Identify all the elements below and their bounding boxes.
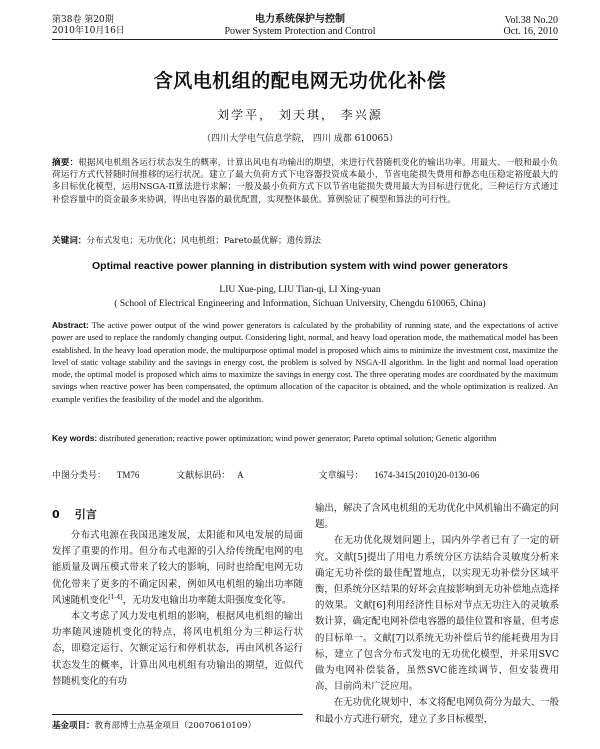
keywords-en-text: distributed generation; reactive power optimization; wind power generator; Pareto optimal solution; Genetic algorithm	[99, 434, 497, 443]
keywords-cn-text: 分布式发电；无功优化；风电机组；Pareto最优解；遗传算法	[86, 236, 321, 246]
header-date-en: Oct. 16, 2010	[503, 26, 558, 37]
abstract-en-text: The active power output of the wind power generators is calculated by the probability of running state, and the expectations of active power are used to replace the randomly changing output. Considering light, normal, and heavy load operation mode, the mathematical model has been established. In the heavy load operation mode, the multipurpose optimal model is proposed which aims to minimize the investment cost, maximize the level of static voltage stability and the savings in energy cost, the problem is solved by NSGA-II algorithm. In the light and normal load operation mode, the optimal model is proposed which aims to maximize the savings in energy cost. The three operating modes are coordinated by the maximum savings when reactive power has been compensated, the optimum allocation of the capacitor is obtained, and the whole optimization is realized. An example verifies the feasibility of the model and the algorithm.	[52, 321, 558, 404]
keywords-en	[52, 432, 558, 445]
doc-code-value: A	[237, 470, 244, 480]
header-journal-cn: 电力系统保护与控制	[255, 14, 345, 25]
article-number-value: 1674-3415(2010)20-0130-06	[374, 470, 480, 480]
keywords-en-label: Key words:	[52, 433, 98, 443]
page-title: 含风电机组的配电网无功优化补偿	[153, 70, 447, 92]
abstract-cn-text: 根据风电机组各运行状态发生的概率，计算出风电有功输出的期望，来进行代替随机变化的输出功率。用最大、一般和最小负荷运行方式代替随时间推移的运行状况。建立了最大负荷方式下电容器投资成本最小，节省电能损失费用和静态电压稳定裕度最大的多目标优化模型，运用NSGA-II算法进行求解；一般及最小负荷方式下以节省电能损失费用最大为目标进行优化，三种运行方式通过补偿容量中的资金最多来协调，得出电容器的最优配置，实现整体最优。算例验证了模型和算法的可行性。	[52, 158, 558, 205]
right-column	[315, 501, 559, 728]
header-date-cn: 2010年10月16日	[52, 26, 125, 36]
footnote	[52, 719, 256, 731]
right-paragraph-1: 在无功优化规划问题上，国内外学者已有了一定的研究。文献[5]提出了用电力系统分区方法结合灵敏度分析来确定无功补偿的最佳配置地点，以实现无功补偿分区域平衡，但系统分区结果的好坏会直接影响到无功补偿地点选择的效果。文献[6]利用经济性目标对节点无功注入的灵敏系数计算，确定配电网补偿电容器的最佳位置和容量，但考虑的目标单一。文献[7]以系统无功补偿后节约能耗费用为目标，建立了包含分布式发电的无功优化模型，并采用SVC做为电网补偿装备，虽然SVC能连续调节，但安装费用高，目前尚未广泛应用。	[315, 535, 559, 693]
citation-ref: [1-4]	[108, 593, 123, 601]
abstract-en-label: Abstract:	[52, 320, 89, 330]
header-journal-en: Power System Protection and Control	[224, 26, 376, 37]
article-number-label: 文章编号：	[318, 471, 364, 481]
abstract-en	[52, 319, 558, 406]
section-title: 引言	[74, 508, 97, 521]
right-paragraph-0: 输出，解决了含风电机组的无功优化中风机输出不确定的问题。	[315, 503, 559, 531]
doc-code-label: 文献标识码：	[176, 471, 231, 481]
footnote-rule	[52, 714, 303, 715]
left-paragraph-1: 分布式电源在我国迅速发展，太阳能和风电发展的局面发挥了重要的作用。但分布式电源的引入给传统配电网的电能质量及调压模式带来了较大的影响，同时也给配电网无功优化带来了更多的不确定因素，例如风电机组的输出功率随风速随机变化[1-4]，无功发电输出功率随太阳强度变化等。	[52, 530, 303, 606]
right-paragraph-2: 在无功优化规划中，本文将配电网负荷分为最大、一般和最小方式进行研究，建立了多目标模型，	[315, 697, 559, 725]
clc-label: 中图分类号：	[52, 471, 107, 481]
section-number: 0	[52, 508, 60, 521]
clc-value: TM76	[116, 470, 140, 480]
footnote-text: 教育部博士点基金项目（20070610109）	[94, 721, 257, 731]
affiliation-cn: （四川大学电气信息学院， 四川 成都 610065）	[202, 134, 398, 144]
left-paragraph-2: 本文考虑了风力发电机组的影响，根据风电机组的输出功率随风速随机变化的特点，将风电机组分为三种运行状态，即稳定运行、欠额定运行和停机状态，再由风机各运行状态发生的概率，计算出风电机组有功输出的期望，近似代替随机变化的有功	[52, 611, 303, 687]
header-rule	[52, 39, 558, 40]
keywords-cn	[52, 235, 558, 247]
title-en: Optimal reactive power planning in distribution system with wind power generators	[92, 260, 508, 272]
classification-line	[52, 468, 558, 481]
header-volume-en: Vol.38 No.20	[504, 15, 558, 26]
authors-cn: 刘学平， 刘天琪， 李兴源	[217, 108, 383, 122]
authors-en: LIU Xue-ping, LIU Tian-qi, LI Xing-yuan	[219, 285, 381, 295]
section-heading-intro	[52, 503, 97, 522]
keywords-cn-label: 关键词：	[52, 236, 87, 246]
left-column	[52, 528, 303, 690]
header-volume-cn: 第38卷 第20期	[52, 15, 114, 25]
abstract-cn	[52, 157, 558, 206]
footnote-label: 基金项目：	[52, 721, 95, 731]
abstract-cn-label: 摘要：	[52, 158, 79, 168]
affiliation-en: ( School of Electrical Engineering and Information, Sichuan University, Chengdu 610065, China)	[114, 299, 486, 309]
